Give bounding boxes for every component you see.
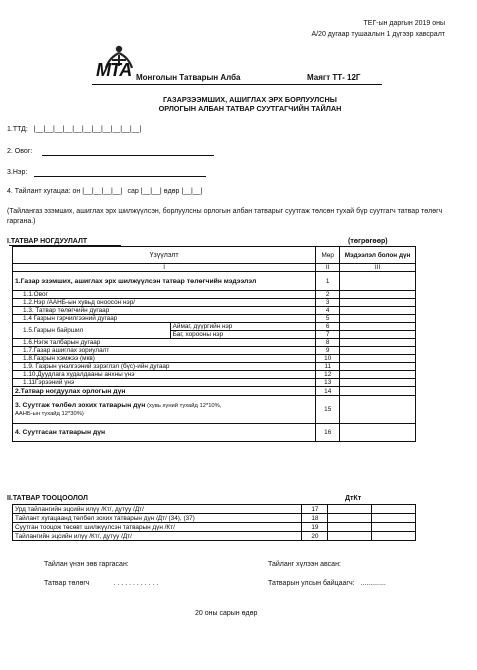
period-year-boxes[interactable]: |__|__|__|__| xyxy=(82,188,123,195)
table-row xyxy=(13,323,416,331)
col-indicator: Үзүүлэлт xyxy=(13,247,316,264)
row-value[interactable] xyxy=(340,347,416,355)
row-label: 1.9. Газрын үнэлгээний зэрэглэл (бүс)-ийн дугаар xyxy=(13,363,316,371)
row1-value[interactable] xyxy=(340,272,416,291)
period-label: 4. Тайлант хугацаа: он xyxy=(7,188,81,195)
row-value[interactable] xyxy=(340,291,416,299)
table-row xyxy=(13,315,416,323)
table-row xyxy=(13,307,416,315)
row-label: 1.6.Нэгж талбарын дугаар xyxy=(13,339,316,347)
table-row xyxy=(13,347,416,355)
table-header-row xyxy=(13,247,416,264)
table-index-row xyxy=(13,264,416,272)
page-title xyxy=(100,95,400,113)
table-row xyxy=(13,291,416,299)
ner-input-line[interactable] xyxy=(34,175,206,177)
period-field xyxy=(7,187,202,196)
calc-row-num: 20 xyxy=(302,532,328,541)
row-num: 3 xyxy=(316,299,340,307)
calc-row-label: Тайлангийн эцсийн илүү /Кт/, дутуу /Дт/ xyxy=(13,532,302,541)
table-row xyxy=(13,424,416,442)
inspector-dots[interactable]: ............. xyxy=(360,580,386,587)
inspector-label: Татварын улсын байцаагч: xyxy=(268,580,355,587)
location-label: 1.5.Газрын байршил xyxy=(13,323,171,339)
row-value[interactable] xyxy=(340,355,416,363)
row-label: 1.3. Татвар төлөгчийн дугаар xyxy=(13,307,316,315)
row-value[interactable] xyxy=(340,307,416,315)
table-row xyxy=(13,387,416,396)
row3-label-small2: ААНБ-ын тухайд 12*30%) xyxy=(15,410,84,417)
title-line2: ОРЛОГЫН АЛБАН ТАТВАР СУУТГАГЧИЙН ТАЙЛАН xyxy=(158,104,342,113)
row-num: 10 xyxy=(316,355,340,363)
row-label: 1.1.Овог xyxy=(13,291,316,299)
ovog-input-line[interactable] xyxy=(42,154,214,156)
ner-field xyxy=(7,168,27,177)
tax-assessment-table xyxy=(12,246,416,442)
calc-debit[interactable] xyxy=(328,523,372,532)
received-label: Тайланг хүлээн авсан: xyxy=(268,561,341,568)
table-row xyxy=(13,272,416,291)
inspector-signature xyxy=(268,579,386,588)
row3-label: 3. Суутгаж төлбөл зохих татварын дүн xyxy=(15,401,146,409)
row2-label: 2.Татвар ногдуулах орлогын дүн xyxy=(13,387,316,396)
ovog-field xyxy=(7,147,32,156)
row-num: 4 xyxy=(316,307,340,315)
calc-credit[interactable] xyxy=(372,505,416,514)
row-value[interactable] xyxy=(340,299,416,307)
title-line1: ГАЗАРЗЭЭМШИХ, АШИГЛАХ ЭРХ БОРЛУУЛСНЫ xyxy=(163,95,337,104)
col-idx-3: III xyxy=(340,264,416,272)
row-value[interactable] xyxy=(340,323,416,331)
calc-credit[interactable] xyxy=(372,523,416,532)
row-num: 7 xyxy=(316,331,340,339)
row-num: 11 xyxy=(316,363,340,371)
row-label: 1.7.Газар ашиглах зориулалт xyxy=(13,347,316,355)
tax-calculation-table xyxy=(12,504,416,541)
row-value[interactable] xyxy=(340,379,416,387)
row-value[interactable] xyxy=(340,371,416,379)
calc-debit[interactable] xyxy=(328,514,372,523)
row-num: 9 xyxy=(316,347,340,355)
row3-label-cell xyxy=(13,396,316,424)
calc-row-num: 18 xyxy=(302,514,328,523)
table-row xyxy=(13,532,416,541)
ner-label: 3.Нэр: xyxy=(7,169,28,176)
taxpayer-label: Татвар төлөгч xyxy=(44,580,90,587)
row-num: 13 xyxy=(316,379,340,387)
submitted-label: Тайлан үнэн зөв гаргасан: xyxy=(44,561,129,568)
ttd-boxes[interactable]: |__|__|__|__|__|__|__|__|__|__|__| xyxy=(33,126,142,133)
row-label: 1.10.Дуудлага худалдааны анхны үнэ xyxy=(13,371,316,379)
top-note xyxy=(311,19,445,39)
col-idx-1: I xyxy=(13,264,316,272)
top-note-line1: ТЕГ-ын даргын 2019 оны xyxy=(363,20,445,27)
row-value[interactable] xyxy=(340,331,416,339)
row-label: Баг, хорооны нэр xyxy=(170,331,316,339)
top-note-line2: А/20 дугаар тушаалын 1 дүгээр хавсралт xyxy=(311,31,445,38)
col-idx-2: II xyxy=(316,264,340,272)
ttd-label: 1.ТТД: xyxy=(7,126,28,133)
row4-label: 4. Суутгасан татварын дүн xyxy=(13,424,316,442)
row-label: 1.2.Нэр /ААНБ-ын хувьд оноосон нэр/ xyxy=(13,299,316,307)
row-label: 1.11Гэрээний үнэ xyxy=(13,379,316,387)
section2-title: II.ТАТВАР ТООЦООЛОЛ xyxy=(7,495,88,502)
row-num: 5 xyxy=(316,315,340,323)
calc-debit[interactable] xyxy=(328,532,372,541)
row-label: 1.4 Газрын гэрчилгээний дугаар xyxy=(13,315,316,323)
org-name: Монголын Татварын Алба xyxy=(136,73,241,82)
ttd-field xyxy=(7,125,141,134)
date-line: 20 оны сарын өдөр xyxy=(195,610,258,617)
taxpayer-signature xyxy=(44,579,158,588)
calc-row-label: Тайлант хугацаанд төлбөл зохих татварын дүн /Дт/ (34), (37) xyxy=(13,514,302,523)
row3-label-small: (хувь хүний тухайд 12*10%, xyxy=(147,402,222,409)
col-reported: Мэдээлэл болон дүн xyxy=(340,247,416,264)
table-row xyxy=(13,379,416,387)
ovog-label: 2. Овог: xyxy=(7,148,33,155)
table-row xyxy=(13,514,416,523)
taxpayer-dots[interactable]: . . . . . . . . . . . . xyxy=(113,580,159,587)
table-row xyxy=(13,339,416,347)
section1-unit: (төгрөгөөр) xyxy=(348,238,388,245)
calc-row-label: Урд тайлангийн эцсийн илүү /Кт/, дутуу /Дт/ xyxy=(13,505,302,514)
form-code: Маягт ТТ- 12Г xyxy=(307,73,361,82)
calc-row-num: 19 xyxy=(302,523,328,532)
table-row xyxy=(13,355,416,363)
period-month-boxes[interactable]: |__|__| xyxy=(140,188,162,195)
logo-text: МТА xyxy=(96,60,132,80)
row2-num: 14 xyxy=(316,387,340,396)
section1-title: I.ТАТВАР НОГДУУЛАЛТ xyxy=(7,238,88,245)
table-row xyxy=(13,505,416,514)
table-row xyxy=(13,299,416,307)
row4-num: 16 xyxy=(316,424,340,442)
row4-value[interactable] xyxy=(340,424,416,442)
calc-row-label: Суутган тооцож төсөвт шилжүүлсэн татварын дүн /Кт/ xyxy=(13,523,302,532)
row-value[interactable] xyxy=(340,339,416,347)
period-day-boxes[interactable]: |__|__| xyxy=(181,188,203,195)
row-label: 1.8.Газрын хэмжээ (мкв) xyxy=(13,355,316,363)
period-month-label: сар xyxy=(127,188,139,195)
table-row xyxy=(13,371,416,379)
header-rule xyxy=(92,84,382,85)
row2-value[interactable] xyxy=(340,387,416,396)
section2-unit: ДтКт xyxy=(345,495,362,502)
period-day-label: өдөр xyxy=(163,188,180,195)
row-value[interactable] xyxy=(340,363,416,371)
row1-title: 1.Газар эзэмших, ашиглах эрх шилжүүлсэн татвар төлөгчийн мэдээлэл xyxy=(13,272,316,291)
row-num: 2 xyxy=(316,291,340,299)
table-row xyxy=(13,363,416,371)
calc-credit[interactable] xyxy=(372,532,416,541)
row-num: 6 xyxy=(316,323,340,331)
row1-num: 1 xyxy=(316,272,340,291)
row3-num: 15 xyxy=(316,396,340,424)
calc-debit[interactable] xyxy=(328,505,372,514)
calc-credit[interactable] xyxy=(372,514,416,523)
row3-value[interactable] xyxy=(340,396,416,424)
table-row xyxy=(13,396,416,424)
table-row xyxy=(13,523,416,532)
calc-row-num: 17 xyxy=(302,505,328,514)
row-num: 12 xyxy=(316,371,340,379)
col-row: Мөр xyxy=(316,247,340,264)
row-value[interactable] xyxy=(340,315,416,323)
row-num: 8 xyxy=(316,339,340,347)
instruction-note: (Тайлангаз эзэмших, ашиглах эрх шилжүүлсэн, борлуулсны орлогын албан татварыг суутгаж төлсөн тухай бүр суутгагч татвар төлөгч гаргана.) xyxy=(7,208,443,225)
row-label: Аймаг, дүүргийн нэр xyxy=(170,323,316,331)
